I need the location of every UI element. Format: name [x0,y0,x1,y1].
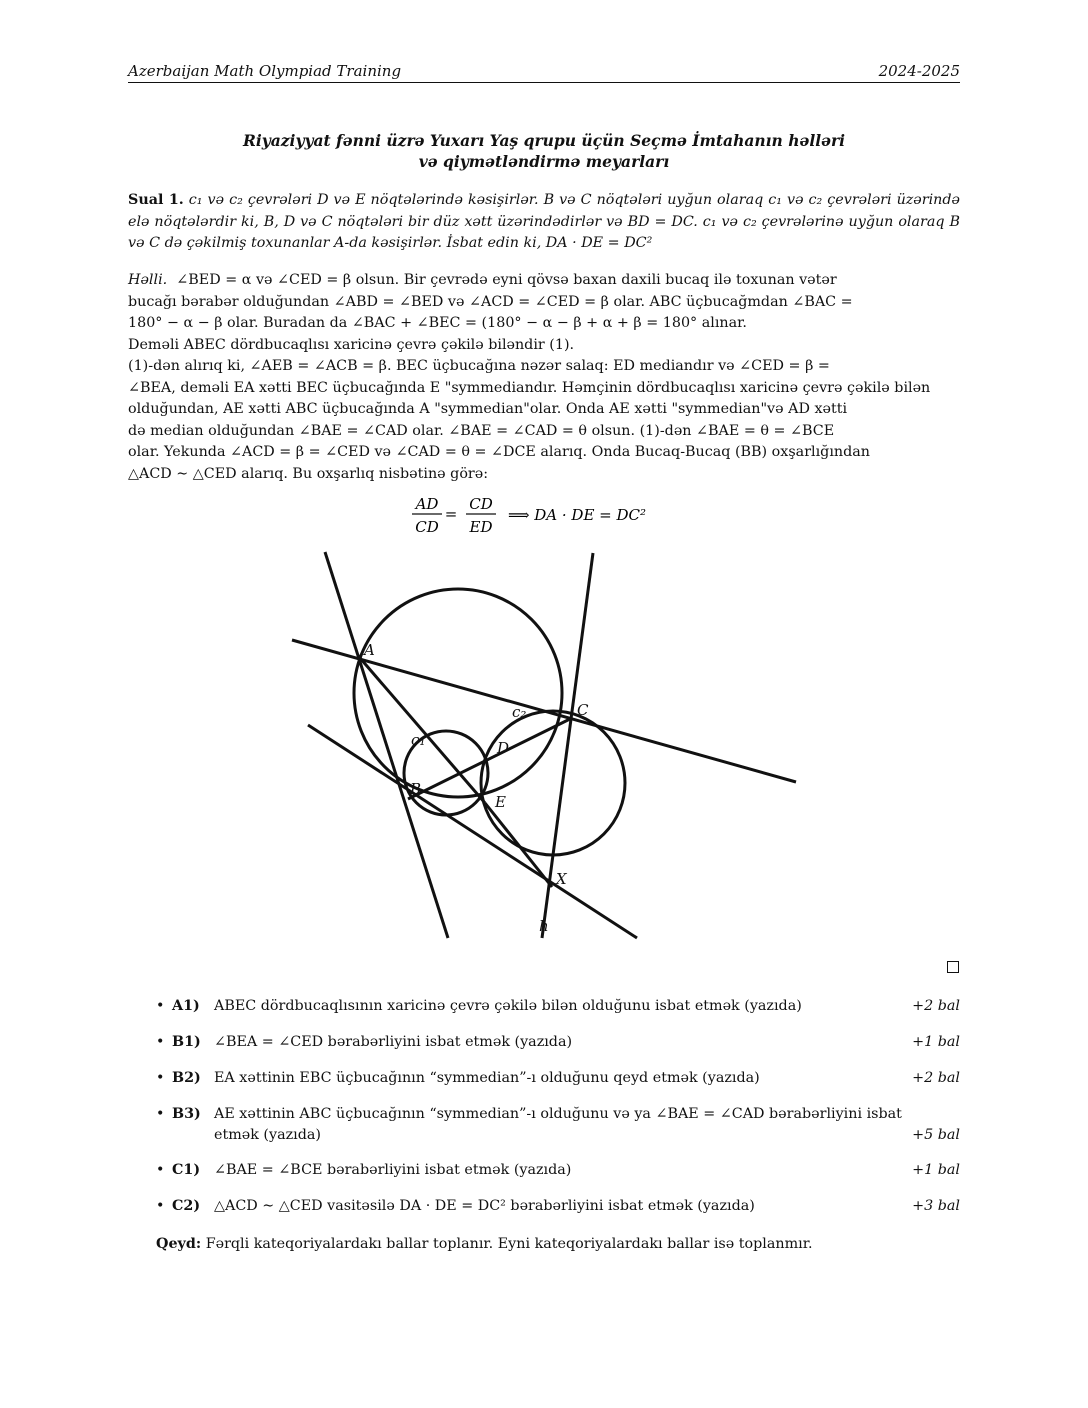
label-c1: c₁ [411,731,426,749]
label-E: E [495,793,506,811]
solution-line: də median olduğundan ∠BAE = ∠CAD olar. ∠BAE = ∠CAD = θ olsun. (1)-dən ∠BAE = θ = ∠BCE [128,422,835,439]
solution-line: olduğundan, AE xətti ABC üçbucağında A "symmedian"olar. Onda AE xətti "symmedian"və AD xətti [128,401,848,417]
problem-lead: Sual 1. [128,192,184,208]
criterion-points: +3 bal [912,1198,960,1214]
solution-line: bucağı bərabər olduğundan ∠ABD = ∠BED və ∠ACD = ∠CED = β olar. ABC üçbucağmdan ∠BAC = [128,293,853,310]
criterion-text: ABEC dördbucaqlısının xaricinə çevrə çəkilə bilən olduğunu isbat etmək (yazıda) [214,998,802,1014]
criterion-text: △ACD ∼ △CED vasitəsilə DA · DE = DC² bərabərliyini isbat etmək (yazıda) [214,1198,755,1214]
criterion-points: +1 bal [912,1034,960,1050]
bullet: • [156,998,165,1014]
equals-sign: = [444,505,458,523]
tangent-line-AC [292,640,796,782]
line-through-C [542,553,593,938]
bullet: • [156,1162,165,1178]
criterion-item [156,1196,960,1218]
criterion-text: AE xəttinin ABC üçbucağının “symmedian”-ı olduğunu və ya ∠BAE = ∠CAD bərabərliyini isbat etmək (yazıda) [214,1106,902,1143]
criterion-item [156,1032,960,1054]
solution-lead: Həlli. [128,272,168,288]
equation-rhs: ⟹ DA · DE = DC² [508,506,647,524]
circumcircle-ABEC [354,589,562,797]
solution-line-text: ∠BED = α və ∠CED = β olsun. Bir çevrədə eyni qövsə baxan daxili bucaq ilə toxunan vətər [176,272,837,288]
label-A: A [364,641,375,659]
solution-line: △ACD ∼ △CED alarıq. Bu oxşarlıq nisbətinə görə: [128,465,489,482]
fraction-2-numerator: CD [469,495,493,513]
document-title [128,130,960,172]
bullet: • [156,1034,165,1050]
solution-line: ∠BEA, deməli EA xətti BEC üçbucağında E "symmediandır. Həmçinin dördbucaqlısı xaricinə çevrə çəkilə bilən [128,379,931,396]
ratio-equation [380,495,700,539]
criterion-item [156,996,960,1018]
label-B: B [410,780,422,798]
criterion-label: B3) [172,1106,201,1122]
solution-line [128,270,960,292]
solution-line: 180° − α − β olar. Buradan da ∠BAC + ∠BEC = (180° − α − β + α + β = 180° alınar. [128,315,747,331]
note-lead: Qeyd: [156,1236,202,1252]
title-line-1: Riyaziyyat fənni üzrə Yuxarı Yaş qrupu üçün Seçmə İmtahanın həlləri [242,131,846,150]
criterion-points: +1 bal [912,1162,960,1178]
problem-statement [128,190,960,255]
label-X: X [556,870,567,888]
header-left: Azerbaijan Math Olympiad Training [128,62,402,80]
solution-line: (1)-dən alırıq ki, ∠AEB = ∠ACB = β. BEC üçbucağına nəzər salaq: ED mediandır və ∠CED = β = [128,358,830,374]
header-right: 2024-2025 [878,62,960,80]
label-C: C [577,701,589,719]
qed-square [947,961,959,973]
solution-line: Deməli ABEC dördbucaqlısı xaricinə çevrə çəkilə bilәndir (1). [128,336,575,353]
solution-line: olar. Yekunda ∠ACD = β = ∠CED və ∠CAD = θ = ∠DCE alarıq. Onda Bucaq-Bucaq (BB) oxşarlığından [128,444,870,460]
criterion-item [156,1160,960,1182]
problem-text: c₁ və c₂ çevrələri D və E nöqtələrində kəsişirlər. B və C nöqtələri uyğun olaraq c₁ və c₂ çevrələri üzərində elə nöqtələrdir ki, B, D və C nöqtələri bir düz xətt üzərindədirlər və BD = DC. c₁ və c₂ çevrələrinə uyğun olaraq B və C də çəkilmiş toxunanlar A-da kəsişirlər. İsbat edin ki, DA · DE = DC² [128,192,960,251]
fraction-2-denominator: ED [469,518,493,536]
criterion-item [156,1104,960,1148]
criterion-label: C1) [172,1162,201,1178]
criterion-text: EA xəttinin EBC üçbucağının “symmedian”-ı olduğunu qeyd etmək (yazıda) [214,1070,760,1086]
bullet: • [156,1198,165,1214]
label-h: h [539,917,549,935]
label-c2: c₂ [512,703,527,721]
criterion-points: +5 bal [912,1127,960,1143]
criterion-label: A1) [172,998,200,1014]
criterion-points: +2 bal [912,1070,960,1086]
fraction-1-denominator: CD [415,518,439,536]
running-header [128,60,960,83]
criterion-text: ∠BEA = ∠CED bərabərliyini isbat etmək (yazıda) [214,1034,573,1050]
solution-text [128,270,960,485]
line-through-B [308,725,637,938]
note [156,1236,813,1252]
tangent-line-AB [325,552,448,938]
criterion-label: B1) [172,1034,201,1050]
criterion-label: C2) [172,1198,201,1214]
bullet: • [156,1070,165,1086]
segment-BC [408,718,572,799]
title-line-2: və qiymətləndirmə meyarları [418,152,670,171]
note-text: Fərqli kateqoriyalardakı ballar toplanır. Eyni kateqoriyalardakı ballar isə toplanmır. [205,1236,813,1252]
label-D: D [497,739,510,757]
fraction-1-numerator: AD [415,495,439,513]
criterion-item [156,1068,960,1090]
criterion-points: +2 bal [912,998,960,1014]
geometry-figure [280,545,810,945]
bullet: • [156,1106,165,1122]
criterion-label: B2) [172,1070,201,1086]
criterion-text: ∠BAE = ∠BCE bərabərliyini isbat etmək (yazıda) [214,1162,572,1178]
